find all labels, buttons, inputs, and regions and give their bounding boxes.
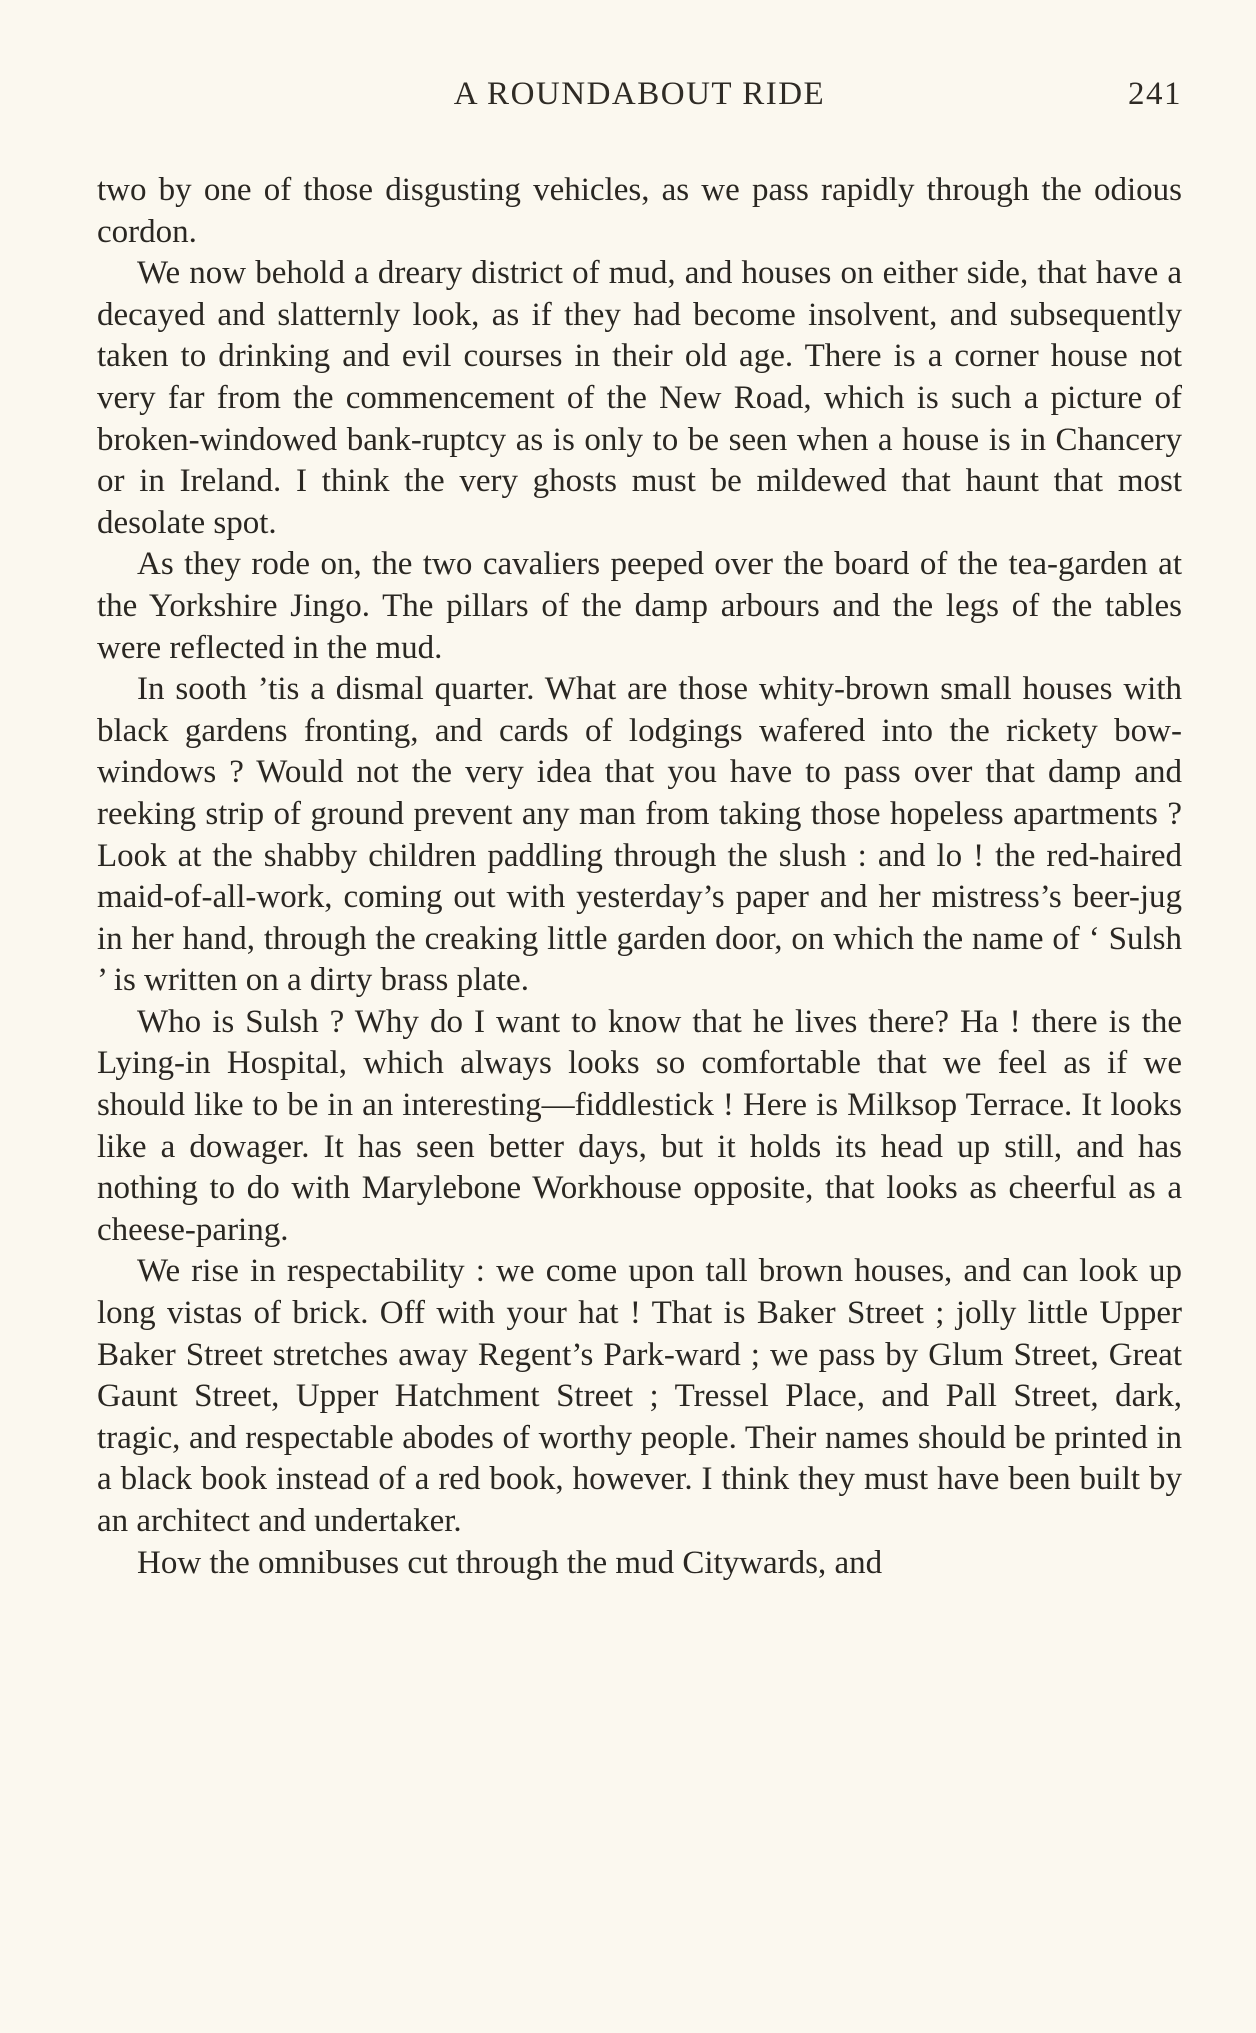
paragraph: Who is Sulsh ? Why do I want to know that he lives there? Ha ! there is the Lying-in Hospital, which always looks so comfortable that we feel as if we should like to be in an interesting—fiddlestick ! Here is Milksop Terrace. It looks like a dowager. It has seen better days, but it holds its head up still, and has nothing to do with Marylebone Workhouse opposite, that looks as cheerful as a cheese-paring. (97, 1003, 1182, 1248)
paragraph: two by one of those disgusting vehicles, as we pass rapidly through the odious cordon. (97, 172, 1182, 250)
page-header (97, 70, 1182, 118)
paragraph: How the omnibuses cut through the mud Citywards, and (137, 1544, 883, 1581)
paragraph: We rise in respectability : we come upon tall brown houses, and can look up long vistas of brick. Off with your hat ! That is Baker Street ; jolly little Upper Baker Street stretches away Regent’s Park-ward ; we pass by Glum Street, Great Gaunt Street, Upper Hatchment Street ; Tressel Place, and Pall Street, dark, tragic, and respectable abodes of worthy people. Their names should be printed in a black book instead of a red book, however. I think they must have been built by an architect and undertaker. (97, 1253, 1182, 1539)
book-page (97, 70, 1182, 2010)
paragraph: As they rode on, the two cavaliers peeped over the board of the tea-garden at the Yorkshire Jingo. The pillars of the damp arbours and the legs of the tables were reflected in the mud. (97, 546, 1182, 666)
page-number: 241 (1128, 76, 1182, 112)
running-title: A ROUNDABOUT RIDE (453, 76, 826, 112)
body-text (97, 170, 1182, 1584)
paragraph: In sooth ’tis a dismal quarter. What are those whity-brown small houses with black gardens fronting, and cards of lodgings wafered into the rickety bow-windows ? Would not the very idea that you have to pass over that damp and reeking strip of ground prevent any man from taking those hopeless apartments ? Look at the shabby children paddling through the slush : and lo ! the red-haired maid-of-all-work, coming out with yesterday’s paper and her mistress’s beer-jug in her hand, through the creaking little garden door, on which the name of ‘ Sulsh ’ is written on a dirty brass plate. (97, 671, 1182, 999)
paragraph: We now behold a dreary district of mud, and houses on either side, that have a decayed and slatternly look, as if they had become insolvent, and subsequently taken to drinking and evil courses in their old age. There is a corner house not very far from the commencement of the New Road, which is such a picture of broken-windowed bank-ruptcy as is only to be seen when a house is in Chancery or in Ireland. I think the very ghosts must be mildewed that haunt that most desolate spot. (97, 255, 1182, 541)
